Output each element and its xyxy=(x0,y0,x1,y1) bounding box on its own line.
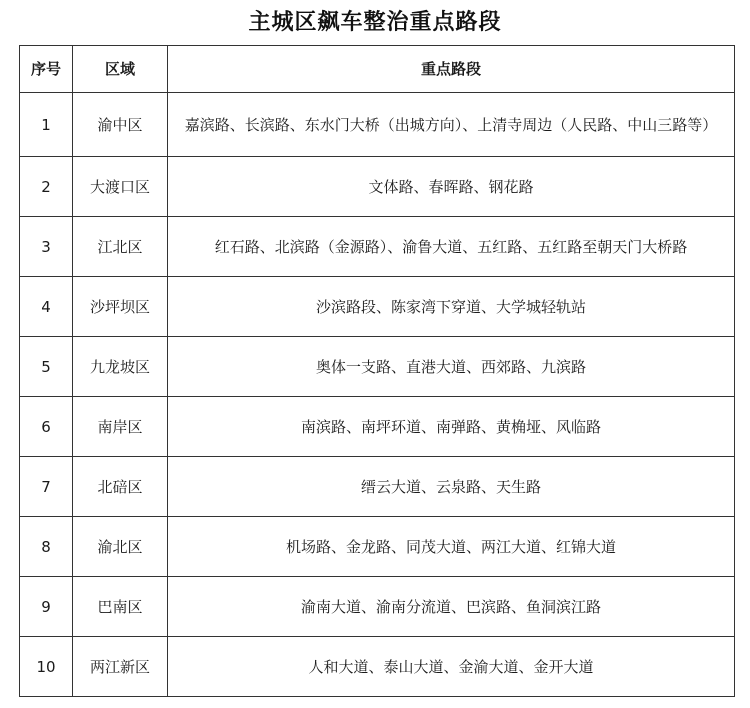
table-row xyxy=(20,337,735,397)
header-district: 区域 xyxy=(73,46,168,93)
table-header-row xyxy=(20,46,735,93)
row-no: 9 xyxy=(20,577,73,637)
row-district: 江北区 xyxy=(73,217,168,277)
table-row xyxy=(20,217,735,277)
row-no: 2 xyxy=(20,157,73,217)
row-roads: 机场路、金龙路、同茂大道、两江大道、红锦大道 xyxy=(168,517,735,577)
row-district: 渝北区 xyxy=(73,517,168,577)
row-district: 九龙坡区 xyxy=(73,337,168,397)
row-district: 沙坪坝区 xyxy=(73,277,168,337)
table-row xyxy=(20,457,735,517)
row-roads: 南滨路、南坪环道、南弹路、黄桷垭、风临路 xyxy=(168,397,735,457)
row-district: 渝中区 xyxy=(73,93,168,157)
row-roads: 奥体一支路、直港大道、西郊路、九滨路 xyxy=(168,337,735,397)
page-title: 主城区飙车整治重点路段 xyxy=(248,10,502,35)
row-district: 北碚区 xyxy=(73,457,168,517)
key-roads-table xyxy=(19,45,735,697)
row-roads: 红石路、北滨路（金源路）、渝鲁大道、五红路、五红路至朝天门大桥路 xyxy=(168,217,735,277)
row-no: 8 xyxy=(20,517,73,577)
table-row xyxy=(20,517,735,577)
row-roads: 渝南大道、渝南分流道、巴滨路、鱼洞滨江路 xyxy=(168,577,735,637)
header-roads: 重点路段 xyxy=(168,46,735,93)
row-no: 4 xyxy=(20,277,73,337)
row-district: 大渡口区 xyxy=(73,157,168,217)
row-no: 6 xyxy=(20,397,73,457)
row-district: 南岸区 xyxy=(73,397,168,457)
row-no: 1 xyxy=(20,93,73,157)
row-roads: 沙滨路段、陈家湾下穿道、大学城轻轨站 xyxy=(168,277,735,337)
row-roads: 缙云大道、云泉路、天生路 xyxy=(168,457,735,517)
row-district: 两江新区 xyxy=(73,637,168,697)
table-row xyxy=(20,577,735,637)
row-roads: 人和大道、泰山大道、金渝大道、金开大道 xyxy=(168,637,735,697)
row-no: 5 xyxy=(20,337,73,397)
row-roads: 文体路、春晖路、钢花路 xyxy=(168,157,735,217)
header-no: 序号 xyxy=(20,46,73,93)
table-row xyxy=(20,157,735,217)
row-no: 10 xyxy=(20,637,73,697)
row-district: 巴南区 xyxy=(73,577,168,637)
row-no: 7 xyxy=(20,457,73,517)
table-row xyxy=(20,93,735,157)
table-row xyxy=(20,397,735,457)
row-roads: 嘉滨路、长滨路、东水门大桥（出城方向）、上清寺周边（人民路、中山三路等） xyxy=(168,93,735,157)
table-row xyxy=(20,277,735,337)
row-no: 3 xyxy=(20,217,73,277)
table-row xyxy=(20,637,735,697)
